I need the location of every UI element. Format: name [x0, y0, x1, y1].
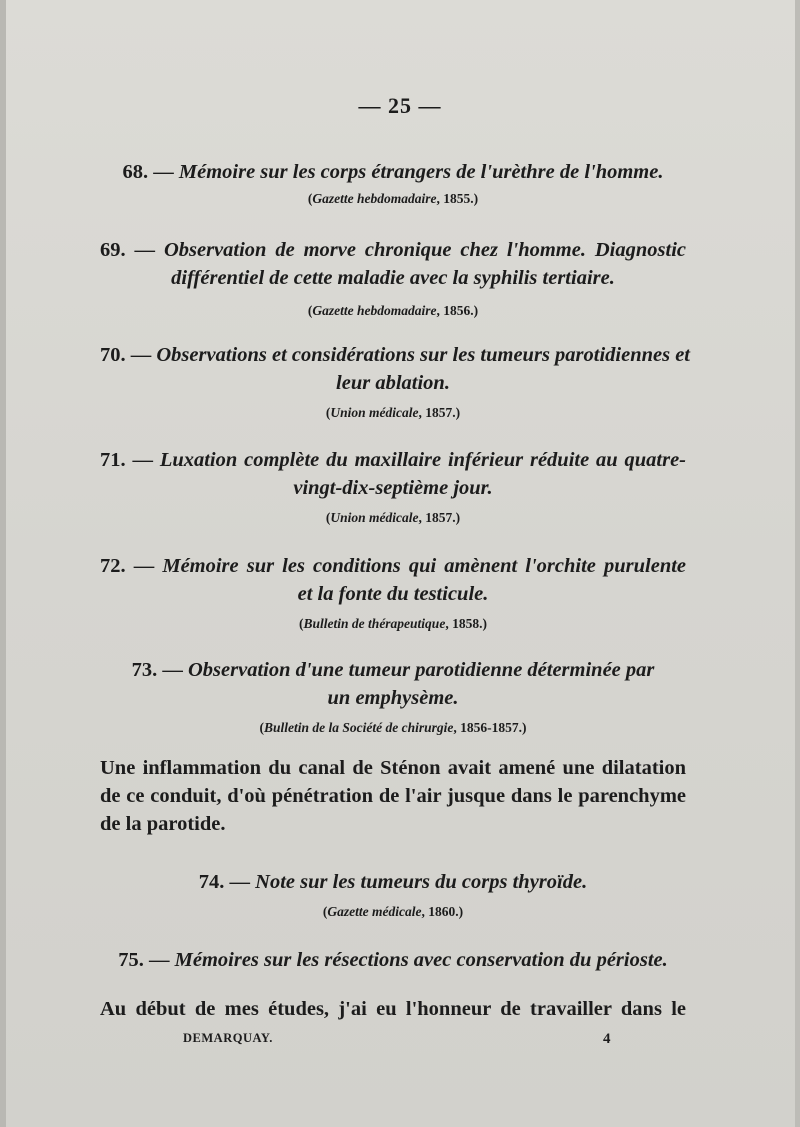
entry-number: 70. — [100, 344, 152, 366]
source-title: Gazette hebdomadaire [312, 191, 437, 206]
source-year: 1855. [443, 191, 474, 206]
entry-68 [100, 158, 686, 209]
entry-title [100, 656, 686, 684]
entry-75 [100, 946, 686, 974]
page-number: — 25 — [358, 93, 442, 118]
source-title: Gazette hebdomadaire [312, 303, 437, 318]
entry-title [100, 446, 686, 474]
entry-title-continued [100, 369, 686, 397]
entry-title-line: vingt-dix-septième jour. [293, 477, 493, 499]
entry-source: (Bulletin de thérapeutique, 1858.) [299, 616, 487, 631]
entry-source: (Gazette hebdomadaire, 1855.) [307, 191, 479, 206]
entry-title-line: Observations et considérations sur les tumeurs parotidiennes et [156, 344, 691, 366]
entry-source: (Gazette hebdomadaire, 1856.) [307, 303, 479, 318]
paragraph-73 [100, 754, 686, 838]
source-title: Bulletin de thérapeutique [303, 616, 446, 631]
paragraph-line: Une inflammation du canal de Sténon avait amené une dilatation [100, 757, 686, 779]
entry-title-line: et la fonte du testicule. [297, 583, 489, 605]
source-year: 1860. [428, 904, 459, 919]
entry-69 [100, 236, 686, 321]
entry-71 [100, 446, 686, 528]
entry-number: 72. — [100, 555, 155, 577]
page-edge-left [0, 0, 6, 1127]
entry-title [100, 868, 686, 896]
entry-title-line: leur ablation. [336, 372, 450, 394]
entry-title [100, 158, 686, 186]
entry-72 [100, 552, 686, 634]
source-year: 1857. [425, 405, 456, 420]
entry-source: (Gazette médicale, 1860.) [322, 904, 464, 919]
entry-number: 75. — [118, 949, 170, 971]
signature-mark: 4 [603, 1031, 611, 1047]
entry-number: 74. — [198, 871, 251, 893]
entry-title-line: Observation de morve chronique chez l'homme. Diagnostic [163, 239, 686, 261]
footer-author: DEMARQUAY. [183, 1031, 273, 1045]
entry-number: 71. — [100, 449, 153, 471]
entry-number: 73. — [131, 659, 183, 681]
entry-title-continued [100, 474, 686, 502]
source-year: 1856-1857. [460, 720, 522, 735]
entry-title-continued [100, 580, 686, 608]
entry-number: 68. — [122, 161, 174, 183]
entry-70 [100, 341, 691, 423]
entry-title-line: Observation d'une tumeur parotidienne déterminée par [187, 659, 655, 681]
source-title: Union médicale [330, 510, 419, 525]
entry-source: (Bulletin de la Société de chirurgie, 1856-1857.) [259, 720, 527, 735]
source-title: Bulletin de la Société de chirurgie [264, 720, 454, 735]
entry-73 [100, 656, 686, 738]
paragraph-line: Au début de mes études, j'ai eu l'honneur de travailler dans le [100, 998, 686, 1020]
entry-title-line: Mémoires sur les résections avec conservation du périoste. [174, 949, 668, 971]
entry-title-line: différentiel de cette maladie avec la syphilis tertiaire. [171, 267, 615, 289]
entry-source: (Union médicale, 1857.) [325, 510, 461, 525]
paragraph-line: de ce conduit, d'où pénétration de l'air jusque dans le parenchyme [100, 785, 686, 807]
entry-title-continued [100, 684, 686, 712]
page-edge-right [795, 0, 800, 1127]
entry-title-continued [100, 264, 686, 292]
source-title: Union médicale [330, 405, 419, 420]
page-footer [0, 1031, 800, 1051]
source-title: Gazette médicale [327, 904, 422, 919]
entry-title [100, 341, 691, 369]
entry-title [100, 946, 686, 974]
entry-title-line: Mémoire sur les conditions qui amènent l'orchite purulente [162, 555, 687, 577]
paragraph-75 [100, 995, 686, 1023]
entry-number: 69. — [100, 239, 156, 261]
entry-title-line: Luxation complète du maxillaire inférieur réduite au quatre- [159, 449, 687, 471]
source-year: 1857. [425, 510, 456, 525]
entry-title-line: un emphysème. [327, 687, 459, 709]
entry-title-line: Mémoire sur les corps étrangers de l'urèthre de l'homme. [178, 161, 664, 183]
paragraph-line: de la parotide. [100, 813, 226, 835]
entry-title-line: Note sur les tumeurs du corps thyroïde. [255, 871, 588, 893]
source-year: 1856. [443, 303, 474, 318]
entry-title [100, 236, 686, 264]
entry-source: (Union médicale, 1857.) [325, 405, 461, 420]
source-year: 1858. [452, 616, 483, 631]
entry-74 [100, 868, 686, 922]
entry-title [100, 552, 686, 580]
